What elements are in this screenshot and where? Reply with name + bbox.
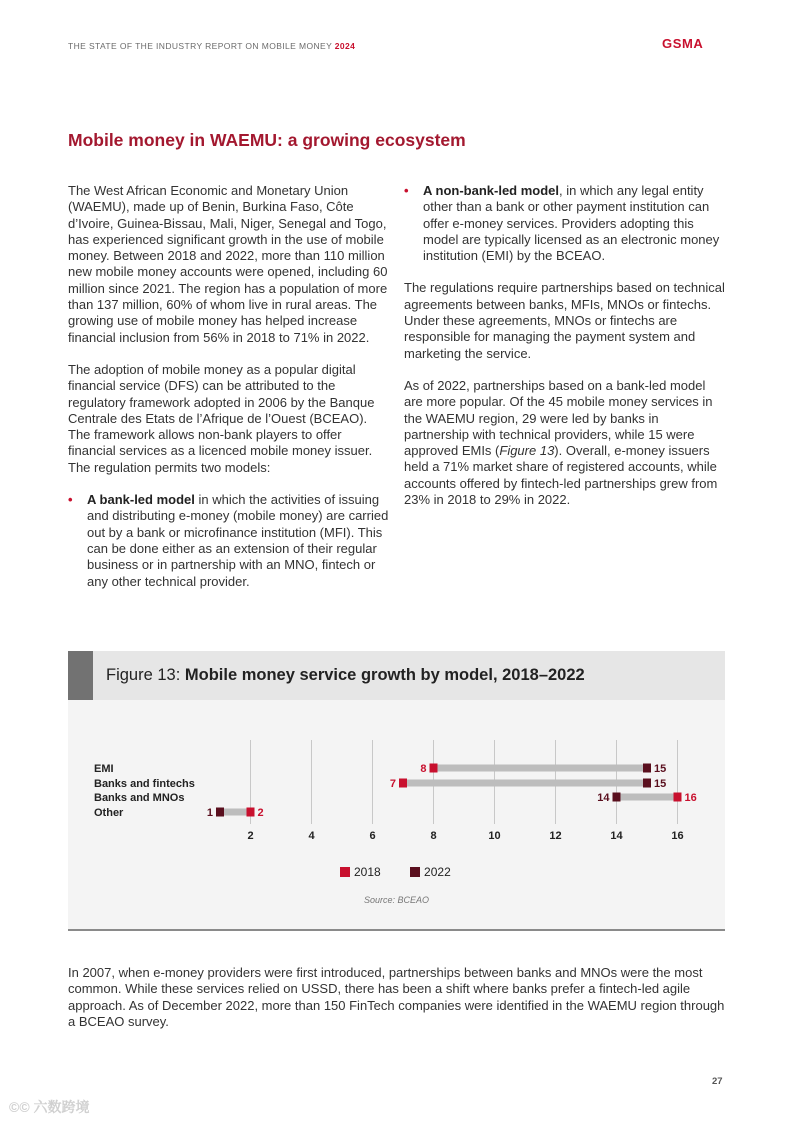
bullet-icon: • [68, 492, 73, 508]
marker-2018 [430, 764, 438, 773]
marker-2018 [247, 808, 255, 817]
x-tick-label-10: 10 [488, 830, 501, 842]
market-share-text-b: ). Overall, e-money issuers held a 71% market share of registered accounts, while accounts offered by fintech-led partnerships grew from 23% in 2018 to 29% in 2022. [404, 443, 718, 508]
page-number: 27 [712, 1076, 723, 1087]
paragraph-market-share [404, 378, 726, 508]
legend-label-2022: 2022 [424, 865, 451, 879]
models-list [68, 492, 390, 590]
figure-title-text: Mobile money service growth by model, 2018–2022 [184, 666, 585, 684]
x-tick-label-14: 14 [610, 830, 623, 842]
category-label: Banks and fintechs [94, 778, 195, 790]
left-column [68, 183, 390, 606]
bullet-icon: • [404, 183, 409, 198]
market-share-text-a: As of 2022, partnerships based on a bank-led model are more popular. Of the 45 mobile money services in the WAEMU region, 29 were led by banks in partnership with technical providers, while 15 were approved EMIs ( [404, 377, 713, 459]
non-bank-led-description: , in which any legal entity other than a bank or other payment institution can offer e-money services. Providers adopting this model are typically licensed as an electronic money institution (EMI) by the BCEAO. [423, 183, 720, 264]
marker-2022 [613, 793, 621, 802]
category-label: Other [94, 807, 124, 819]
paragraph-regulation: The adoption of mobile money as a popular digital financial service (DFS) can be attributed to the regulatory framework adopted in 2006 by the Banque Centrale des Etats de l’Afrique de l’Ouest (BCEAO). The framework allows non-bank players to offer financial services as a licenced mobile money issuer. The regulation permits two models: [68, 361, 375, 475]
marker-2018 [674, 793, 682, 802]
dumbbell-chart [68, 700, 725, 865]
report-title: THE STATE OF THE INDUSTRY REPORT ON MOBILE MONEY [68, 41, 333, 51]
bank-led-term: A bank-led model [87, 492, 195, 508]
data-label: 8 [420, 763, 427, 775]
category-label: Banks and MNOs [94, 792, 185, 804]
report-header [68, 41, 355, 51]
category-label: EMI [94, 763, 114, 775]
legend-swatch-2022 [410, 867, 420, 877]
range-bar [403, 780, 647, 787]
paragraph-partnerships: The regulations require partnerships based on technical agreements between banks, MFIs, MNOs or fintechs. Under these agreements, MNOs or fintechs are responsible for managing the payment system and marketing the service. [404, 280, 725, 361]
list-item-non-bank-led [404, 183, 726, 264]
paragraph-history: In 2007, when e-money providers were first introduced, partnerships between banks and MNOs were the most common. While these services relied on USSD, there has been a shift where banks prefer a fintech-led agile approach. As of December 2022, more than 150 FinTech companies were identified in the WAEMU region through a BCEAO survey. [68, 965, 725, 1029]
non-bank-led-term: A non-bank-led model [423, 183, 560, 198]
figure-reference-link[interactable]: Figure 13 [499, 443, 555, 459]
paragraph-waemu-growth: The West African Economic and Monetary Union (WAEMU), made up of Benin, Burkina Faso, Côte d’Ivoire, Guinea-Bissau, Mali, Niger, Senegal and Togo, has experienced significant growth in the use of mobile money. Between 2018 and 2022, more than 110 million new mobile money accounts were opened, including 60 million since 2021. The region has a population of more than 137 million, 60% of whom live in rural areas. The growing use of mobile money has helped increase financial inclusion from 56% in 2018 to 71% in 2022. [68, 183, 388, 345]
range-bar [434, 765, 648, 772]
models-list-continued [404, 183, 726, 264]
legend-swatch-2018 [340, 867, 350, 877]
right-column [404, 183, 726, 524]
data-label: 1 [206, 807, 213, 819]
data-label: 7 [389, 778, 396, 790]
figure-header [68, 651, 725, 700]
figure-title [106, 666, 585, 685]
gsma-logo: GSMA [662, 36, 704, 51]
x-tick-label-12: 12 [549, 830, 562, 842]
range-bar [220, 809, 251, 816]
data-label: 14 [597, 792, 610, 804]
data-label: 16 [684, 792, 697, 804]
x-tick-label-4: 4 [308, 830, 315, 842]
data-label: 15 [654, 763, 667, 775]
list-item-bank-led [68, 492, 390, 590]
legend-item-2018 [340, 865, 381, 879]
x-tick-label-8: 8 [430, 830, 437, 842]
chart-legend [340, 865, 477, 879]
legend-item-2022 [410, 865, 451, 879]
x-tick-label-2: 2 [247, 830, 254, 842]
marker-2018 [399, 779, 407, 788]
data-label: 2 [257, 807, 264, 819]
x-tick-label-6: 6 [369, 830, 376, 842]
bank-led-description: in which the activities of issuing and distributing e-money (mobile money) are carried out by a bank or microfinance institution (MFI). This can be done either as an extension of their regular business or in partnership with an MNO, fintech or any other technical provider. [87, 492, 389, 589]
report-year: 2024 [334, 41, 356, 51]
section-title: Mobile money in WAEMU: a growing ecosystem [68, 130, 466, 150]
figure-13 [68, 651, 725, 931]
marker-2022 [643, 764, 651, 773]
legend-label-2018: 2018 [354, 865, 381, 879]
watermark-logo: ©© 六数跨境 [9, 1099, 90, 1115]
data-label: 15 [654, 778, 667, 790]
x-tick-label-16: 16 [671, 830, 684, 842]
range-bar [617, 794, 678, 801]
figure-label: Figure 13: [106, 666, 185, 684]
figure-source: Source: BCEAO [363, 895, 430, 905]
marker-2022 [643, 779, 651, 788]
figure-accent-bar [68, 651, 93, 700]
marker-2022 [216, 808, 224, 817]
